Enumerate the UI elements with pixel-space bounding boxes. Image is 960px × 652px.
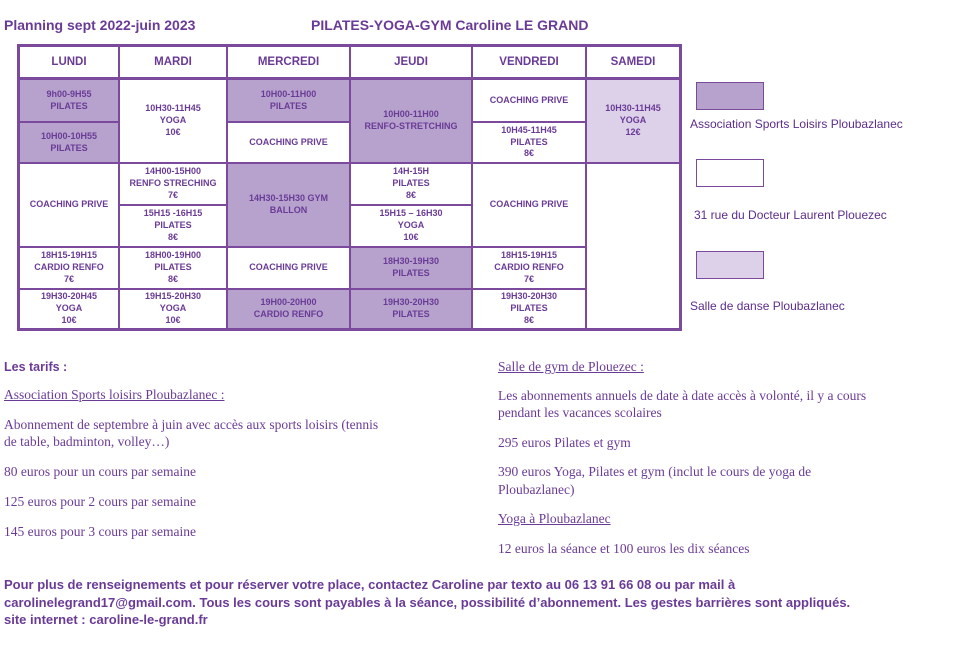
class-time: 19H30-20H45 <box>40 291 98 302</box>
class-cell <box>119 247 227 289</box>
class-price: 8€ <box>405 189 416 200</box>
legend-label-rue: 31 rue du Docteur Laurent Plouezec <box>694 208 887 222</box>
class-name: CARDIO RENFO <box>34 262 104 273</box>
class-name: COACHING PRIVE <box>489 94 569 105</box>
gym-price-pilates-gym: 295 euros Pilates et gym <box>498 435 631 450</box>
price-one-class: 80 euros pour un cours par semaine <box>4 464 196 479</box>
legend-label-salle-danse: Salle de danse Ploubazlanec <box>690 299 845 313</box>
class-name: YOGA <box>619 115 647 126</box>
gym-price-yoga-line2: Ploubazlanec) <box>498 482 575 497</box>
class-cell <box>119 79 227 163</box>
class-price: 7€ <box>167 189 178 200</box>
class-name: COACHING PRIVE <box>249 262 328 273</box>
class-cell <box>472 247 586 289</box>
class-cell <box>19 79 119 122</box>
legend-swatch-rue <box>696 159 764 187</box>
class-name: PILATES <box>392 178 430 189</box>
class-price: 8€ <box>167 231 178 242</box>
class-name: PILATES <box>392 268 430 278</box>
class-cell <box>350 289 472 329</box>
class-name: YOGA <box>159 115 187 126</box>
gym-heading: Salle de gym de Plouezec : <box>498 359 644 374</box>
gym-price-yoga-line1: 390 euros Yoga, Pilates et gym (inclut le cours de yoga de <box>498 464 812 479</box>
day-header-samedi: SAMEDI <box>586 46 680 79</box>
class-cell <box>350 205 472 247</box>
yoga-price: 12 euros la séance et 100 euros les dix séances <box>498 541 750 556</box>
class-name: PILATES <box>50 142 88 153</box>
class-cell <box>119 289 227 329</box>
class-name: YOGA <box>159 303 187 314</box>
gym-description-line2: pendant les vacances scolaires <box>498 405 662 420</box>
class-cell <box>119 163 227 205</box>
class-time: 10H00-10H55 <box>40 130 98 141</box>
class-price: 8€ <box>523 314 534 325</box>
class-name: PILATES <box>50 100 88 111</box>
planning-title: Planning sept 2022-juin 2023 <box>4 17 196 33</box>
class-name: PILATES <box>510 136 548 147</box>
class-time: 10H45-11H45 <box>501 124 557 135</box>
class-cell <box>19 247 119 289</box>
class-name: PILATES <box>510 303 548 314</box>
day-header-mercredi: MERCREDI <box>227 46 350 79</box>
class-cell <box>472 163 586 247</box>
class-time: 18H15-19H15 <box>500 250 558 261</box>
class-cell <box>350 163 472 205</box>
class-time: 18H15-19H15 <box>40 250 98 261</box>
class-cell <box>350 79 472 163</box>
class-cell <box>19 163 119 247</box>
yoga-heading: Yoga à Ploubazlanec <box>498 511 611 526</box>
class-name: COACHING PRIVE <box>29 199 109 210</box>
assoc-description-line2: de table, badminton, volley…) <box>4 434 170 449</box>
class-price: 8€ <box>523 148 534 159</box>
class-time: 19H15-20H30 <box>144 291 202 302</box>
class-time: 10H30-11H45 <box>145 103 201 114</box>
price-three-classes: 145 euros pour 3 cours par semaine <box>4 524 196 539</box>
class-cell <box>472 122 586 163</box>
legend-label-association: Association Sports Loisirs Ploubazlanec <box>690 117 903 131</box>
gym-description-line1: Les abonnements annuels de date à date accès à volonté, il y a cours <box>498 388 867 403</box>
legend-swatch-association <box>696 82 764 110</box>
class-time: 19H30-20H30 <box>500 291 558 302</box>
class-name: RENFO STRECHING <box>129 178 217 189</box>
class-cell <box>350 247 472 289</box>
class-cell <box>227 122 350 163</box>
empty-cell <box>586 163 680 329</box>
class-cell <box>227 79 350 122</box>
class-price: 7€ <box>523 273 534 284</box>
class-cell <box>586 79 680 163</box>
class-name: PILATES <box>154 220 192 231</box>
class-cell <box>472 79 586 122</box>
class-time: 15H15 -16H15 <box>143 208 203 219</box>
class-time: 14H30-15H30 GYM <box>248 193 329 204</box>
class-cell <box>119 205 227 247</box>
class-cell <box>19 289 119 329</box>
class-price: 10€ <box>61 314 77 325</box>
class-name: YOGA <box>55 303 83 314</box>
class-time: 15H15 – 16H30 <box>379 208 443 219</box>
class-time: 10H00-11H00 <box>260 88 317 99</box>
page-title: PILATES-YOGA-GYM Caroline LE GRAND <box>311 17 589 33</box>
class-name: YOGA <box>397 220 425 231</box>
class-cell <box>19 122 119 163</box>
schedule-table <box>17 44 682 331</box>
legend-swatch-salle-danse <box>696 251 764 279</box>
class-name: PILATES <box>269 100 308 111</box>
class-time: 14H00-15H00 <box>144 166 202 177</box>
day-header-lundi: LUNDI <box>19 46 119 79</box>
class-cell <box>227 163 350 247</box>
class-time: 18H30-19H30 <box>382 256 440 267</box>
class-time: 19H00-20H00 <box>260 297 317 308</box>
class-name: PILATES <box>154 262 192 273</box>
assoc-heading: Association Sports loisirs Ploubazlanec : <box>4 387 225 402</box>
class-name: CARDIO RENFO <box>494 262 564 273</box>
class-time: 9h00-9H55 <box>46 88 92 99</box>
class-price: 12€ <box>625 126 641 137</box>
footer-website: site internet : caroline-le-grand.fr <box>4 612 208 627</box>
class-name: CARDIO RENFO <box>253 309 324 319</box>
assoc-description-line1: Abonnement de septembre à juin avec accès aux sports loisirs (tennis <box>4 417 379 432</box>
class-price: 10€ <box>403 231 419 242</box>
class-price: 10€ <box>165 126 181 137</box>
class-time: 10H30-11H45 <box>605 103 661 114</box>
class-name: COACHING PRIVE <box>489 199 569 210</box>
class-price: 10€ <box>165 314 181 325</box>
class-cell <box>227 247 350 289</box>
class-name: PILATES <box>392 309 430 319</box>
class-price: 8€ <box>167 273 178 284</box>
price-two-classes: 125 euros pour 2 cours par semaine <box>4 494 196 509</box>
class-time: 10H00-11H00 <box>383 109 439 120</box>
contact-footer <box>4 576 944 629</box>
class-name: BALLON <box>269 205 308 215</box>
class-name: COACHING PRIVE <box>249 136 328 147</box>
footer-line: carolinelegrand17@gmail.com. Tous les cours sont payables à la séance, possibilité d’abonnement. Les gestes barrières sont appliqués. <box>4 594 851 610</box>
day-header-jeudi: JEUDI <box>350 46 472 79</box>
class-name: RENFO-STRETCHING <box>364 121 458 131</box>
day-header-vendredi: VENDREDI <box>472 46 586 79</box>
class-price: 7€ <box>63 273 74 284</box>
class-time: 19H30-20H30 <box>382 297 440 308</box>
class-time: 18H00-19H00 <box>144 250 202 261</box>
class-cell <box>472 289 586 329</box>
footer-line: Pour plus de renseignements et pour réserver votre place, contactez Caroline par texto au 06 13 91 66 08 ou par mail à <box>4 577 736 592</box>
tarifs-heading: Les tarifs : <box>4 360 68 374</box>
class-time: 14H-15H <box>392 166 430 177</box>
class-cell <box>227 289 350 329</box>
day-header-mardi: MARDI <box>119 46 227 79</box>
